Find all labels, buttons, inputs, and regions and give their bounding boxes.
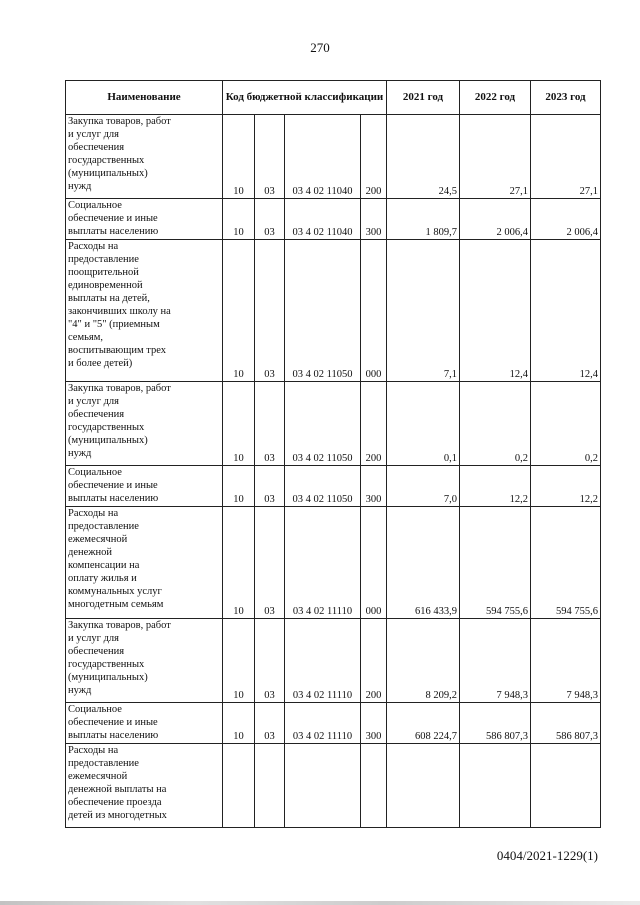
header-budget-code: Код бюджетной классификации	[223, 81, 387, 115]
code-subsection: 03	[255, 199, 285, 240]
page-number: 270	[310, 40, 330, 55]
amount-2021: 24,5	[387, 115, 460, 199]
table-body	[66, 115, 601, 828]
table-row	[66, 199, 601, 240]
code-target-article: 03 4 02 11050	[285, 382, 361, 466]
code-target-article	[285, 744, 361, 828]
code-expense-type	[361, 744, 387, 828]
row-name: Закупка товаров, работ и услуг для обеспечения государственных (муниципальных) нужд	[66, 382, 223, 466]
code-expense-type: 200	[361, 382, 387, 466]
code-expense-type: 000	[361, 507, 387, 619]
amount-2023: 594 755,6	[531, 507, 601, 619]
amount-2022: 12,4	[460, 240, 531, 382]
amount-2021	[387, 744, 460, 828]
code-target-article: 03 4 02 11110	[285, 703, 361, 744]
amount-2021: 1 809,7	[387, 199, 460, 240]
table-row	[66, 507, 601, 619]
amount-2022: 586 807,3	[460, 703, 531, 744]
code-section: 10	[223, 507, 255, 619]
table-row	[66, 240, 601, 382]
code-section: 10	[223, 703, 255, 744]
amount-2022: 0,2	[460, 382, 531, 466]
amount-2023: 12,2	[531, 466, 601, 507]
code-section: 10	[223, 619, 255, 703]
row-name: Закупка товаров, работ и услуг для обеспечения государственных (муниципальных) нужд	[66, 115, 223, 199]
code-expense-type: 000	[361, 240, 387, 382]
table-row	[66, 115, 601, 199]
row-name: Закупка товаров, работ и услуг для обеспечения государственных (муниципальных) нужд	[66, 619, 223, 703]
amount-2021: 8 209,2	[387, 619, 460, 703]
table-row	[66, 744, 601, 828]
code-section: 10	[223, 199, 255, 240]
code-section	[223, 744, 255, 828]
code-expense-type: 300	[361, 199, 387, 240]
code-section: 10	[223, 382, 255, 466]
code-expense-type: 200	[361, 115, 387, 199]
budget-table	[65, 80, 601, 828]
amount-2023: 0,2	[531, 382, 601, 466]
amount-2021: 7,1	[387, 240, 460, 382]
amount-2022: 594 755,6	[460, 507, 531, 619]
amount-2023: 586 807,3	[531, 703, 601, 744]
code-subsection: 03	[255, 507, 285, 619]
code-subsection: 03	[255, 703, 285, 744]
amount-2023: 7 948,3	[531, 619, 601, 703]
code-subsection: 03	[255, 382, 285, 466]
amount-2022: 27,1	[460, 115, 531, 199]
code-subsection: 03	[255, 619, 285, 703]
code-target-article: 03 4 02 11050	[285, 466, 361, 507]
code-target-article: 03 4 02 11040	[285, 199, 361, 240]
code-target-article: 03 4 02 11040	[285, 115, 361, 199]
table-row	[66, 703, 601, 744]
table-row	[66, 619, 601, 703]
row-name: Социальное обеспечение и иные выплаты населению	[66, 703, 223, 744]
amount-2023: 2 006,4	[531, 199, 601, 240]
code-target-article: 03 4 02 11050	[285, 240, 361, 382]
header-2023: 2023 год	[531, 81, 601, 115]
row-name: Расходы на предоставление поощрительной единовременной выплаты на детей, закончивших школу на "4" и "5" (приемным семьям, воспитывающим трех и более детей)	[66, 240, 223, 382]
amount-2023: 27,1	[531, 115, 601, 199]
row-name: Расходы на предоставление ежемесячной денежной компенсации на оплату жилья и коммунальных услуг многодетным семьям	[66, 507, 223, 619]
amount-2022: 12,2	[460, 466, 531, 507]
code-target-article: 03 4 02 11110	[285, 507, 361, 619]
row-name: Социальное обеспечение и иные выплаты населению	[66, 199, 223, 240]
amount-2023: 12,4	[531, 240, 601, 382]
table-header-row	[66, 81, 601, 115]
code-expense-type: 200	[361, 619, 387, 703]
amount-2021: 608 224,7	[387, 703, 460, 744]
amount-2021: 7,0	[387, 466, 460, 507]
table-row	[66, 466, 601, 507]
code-section: 10	[223, 240, 255, 382]
code-subsection: 03	[255, 466, 285, 507]
code-expense-type: 300	[361, 703, 387, 744]
amount-2021: 616 433,9	[387, 507, 460, 619]
table-row	[66, 382, 601, 466]
code-section: 10	[223, 115, 255, 199]
document-code: 0404/2021-1229(1)	[496, 848, 598, 863]
code-subsection: 03	[255, 240, 285, 382]
header-2022: 2022 год	[460, 81, 531, 115]
header-2021: 2021 год	[387, 81, 460, 115]
code-target-article: 03 4 02 11110	[285, 619, 361, 703]
amount-2022: 2 006,4	[460, 199, 531, 240]
code-expense-type: 300	[361, 466, 387, 507]
amount-2022: 7 948,3	[460, 619, 531, 703]
amount-2021: 0,1	[387, 382, 460, 466]
code-section: 10	[223, 466, 255, 507]
row-name: Социальное обеспечение и иные выплаты населению	[66, 466, 223, 507]
code-subsection: 03	[255, 115, 285, 199]
header-name: Наименование	[66, 81, 223, 115]
code-subsection	[255, 744, 285, 828]
scan-edge	[0, 901, 640, 905]
row-name: Расходы на предоставление ежемесячной денежной выплаты на обеспечение проезда детей из многодетных	[66, 744, 223, 828]
amount-2022	[460, 744, 531, 828]
amount-2023	[531, 744, 601, 828]
